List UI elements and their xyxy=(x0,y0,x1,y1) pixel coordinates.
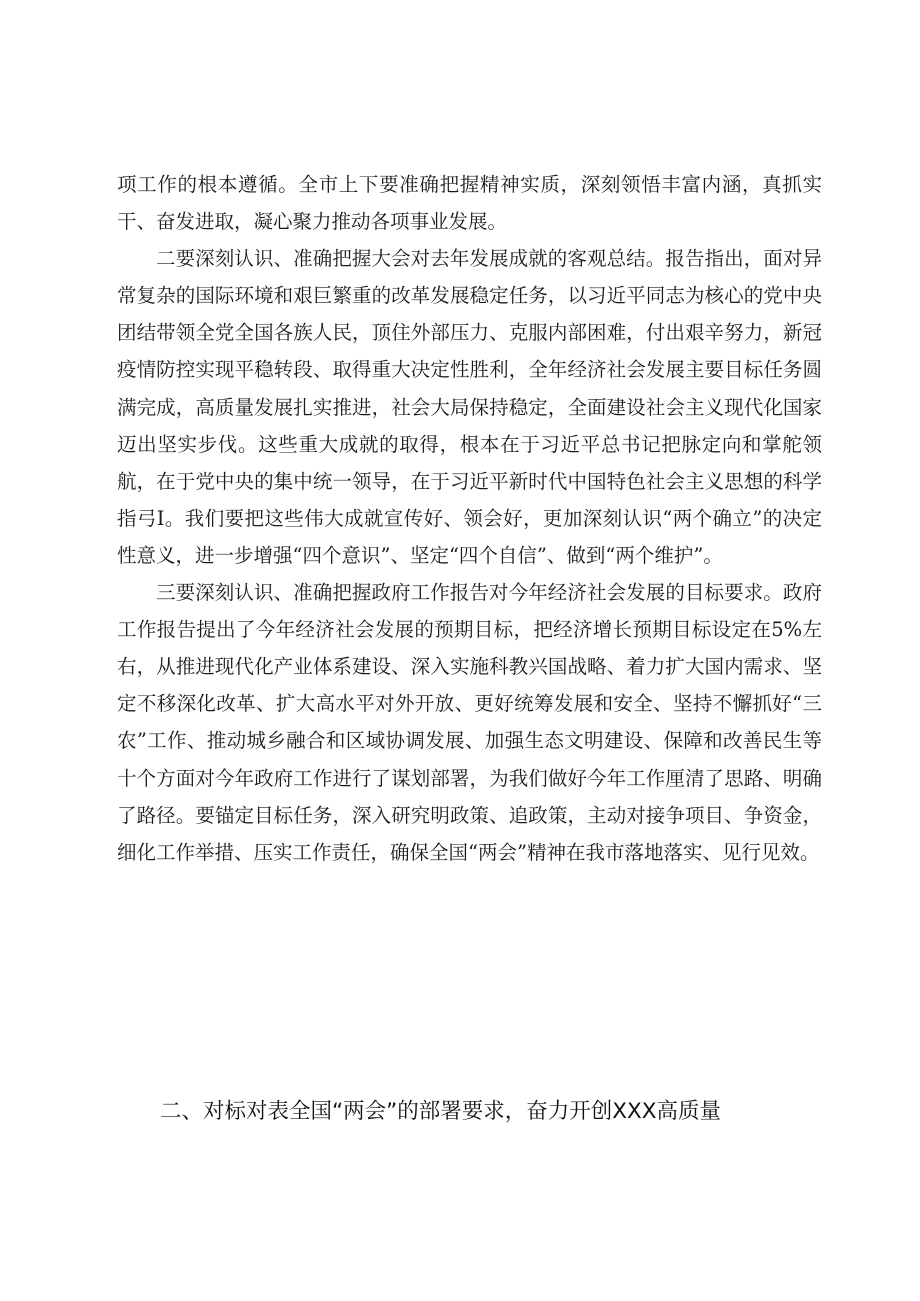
section-heading: 二、对标对表全国“两会”的部署要求，奋力开创XXX高质量 xyxy=(160,1099,721,1124)
paragraph-achievements: 二要深刻认识、准确把握大会对去年发展成就的客观总结。报告指出，面对异常复杂的国际环境和艰巨繁重的改革发展稳定任务，以习近平同志为核心的党中央团结带领全党全国各族人民，顶住外部压力、克服内部困难，付出艰辛努力，新冠疫情防控实现平稳转段、取得重大决定性胜利，全年经济社会发展主要目标任务圆满完成，高质量发展扎实推进，社会大局保持稳定，全面建设社会主义现代化国家迈出坚实步伐。这些重大成就的取得，根本在于习近平总书记把脉定向和掌舵领航，在于党中央的集中统一领导，在于习近平新时代中国特色社会主义思想的科学指弓I。我们要把这些伟大成就宣传好、领会好，更加深刻认识“两个确立”的决定性意义，进一步增强“四个意识”、坚定“四个自信”、做到“两个维护”。 xyxy=(117,247,822,567)
paragraph-continuation: 项工作的根本遵循。全市上下要准确把握精神实质，深刻领悟丰富内涵，真抓实干、奋发进取，凝心聚力推动各项事业发展。 xyxy=(117,173,822,234)
paragraph-targets: 三要深刻认识、准确把握政府工作报告对今年经济社会发展的目标要求。政府工作报告提出了今年经济社会发展的预期目标，把经济增长预期目标设定在5%左右，从推进现代化产业体系建设、深入实施科教兴国战略、着力扩大国内需求、坚定不移深化改革、扩大高水平对外开放、更好统筹发展和安全、坚持不懈抓好“三农”工作、推动城乡融合和区域协调发展、加强生态文明建设、保障和改善民生等十个方面对今年政府工作进行了谋划部署，为我们做好今年工作厘清了思路、明确了路径。要锚定目标任务，深入研究明政策、追政策，主动对接争项目、争资金，细化工作举措、压实工作责任，确保全国“两会”精神在我市落地落实、见行见效。 xyxy=(117,581,822,864)
body-text xyxy=(117,166,822,871)
